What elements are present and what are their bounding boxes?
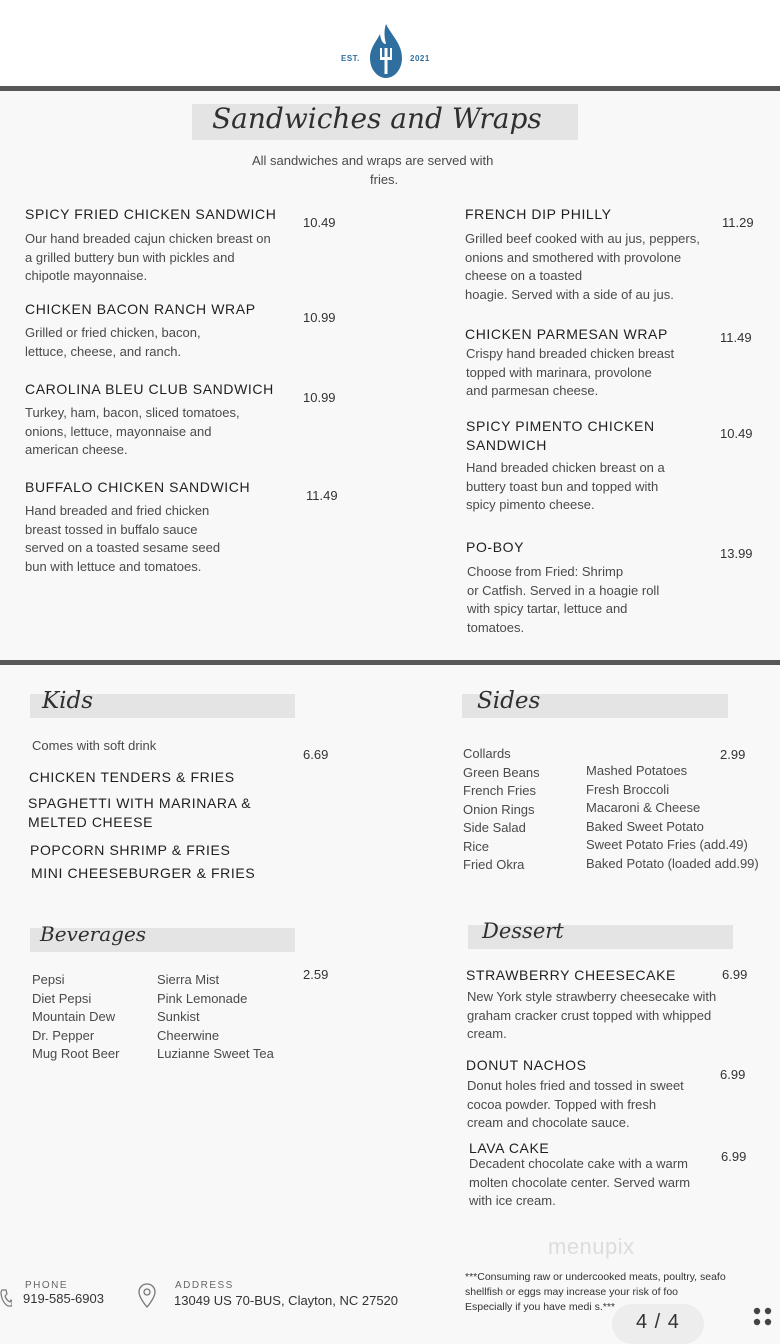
item-chicken-bacon-ranch-price: 10.99 <box>303 310 336 325</box>
item-po-boy-title: PO-BOY <box>466 539 525 555</box>
kids-title: Kids <box>42 688 94 714</box>
beverage-item: Pink Lemonade <box>157 990 248 1006</box>
flame-fork-icon <box>366 22 406 80</box>
item-buffalo-chicken-price: 11.49 <box>306 488 338 503</box>
grid-menu-icon[interactable] <box>746 1300 780 1331</box>
dessert-cheesecake-title: STRAWBERRY CHEESECAKE <box>466 967 676 983</box>
item-buffalo-chicken-desc: Hand breaded and fried chicken breast tossed in buffalo sauce served on a toasted sesame seed bun with lettuce and tomatoes. <box>25 503 221 574</box>
side-item: Onion Rings <box>463 801 535 817</box>
item-carolina-bleu-price: 10.99 <box>303 390 336 405</box>
logo-year-label: 2021 <box>410 54 430 63</box>
side-item: Baked Potato (loaded add.99) <box>586 855 759 871</box>
beverage-item: Pepsi <box>32 972 65 987</box>
dessert-lava-cake-price: 6.99 <box>721 1149 747 1164</box>
dessert-donut-nachos-price: 6.99 <box>720 1067 746 1082</box>
item-buffalo-chicken-title: BUFFALO CHICKEN SANDWICH <box>25 479 251 495</box>
side-item: Sweet Potato Fries (add.49) <box>586 837 748 852</box>
menupix-watermark: menupix <box>548 1234 635 1259</box>
item-chicken-bacon-ranch-desc: Grilled or fried chicken, bacon, lettuce, cheese, and ranch. <box>25 325 201 359</box>
sandwiches-intro-1: All sandwiches and wraps are served with <box>252 153 494 168</box>
beverage-item: Sunkist <box>157 1009 200 1024</box>
address-label: ADDRESS <box>175 1280 234 1291</box>
item-chicken-bacon-ranch-title: CHICKEN BACON RANCH WRAP <box>25 301 256 317</box>
top-divider <box>0 86 780 91</box>
beverage-item: Diet Pepsi <box>32 990 92 1006</box>
side-item: Mashed Potatoes <box>586 763 688 778</box>
item-spicy-fried-chicken-title: SPICY FRIED CHICKEN SANDWICH <box>25 206 277 222</box>
sandwiches-title: Sandwiches and Wraps <box>212 102 542 135</box>
item-spicy-fried-chicken-desc: Our hand breaded cajun chicken breast on a grilled buttery bun with pickles and chipotle mayonnaise. <box>25 231 271 283</box>
dessert-title: Dessert <box>482 919 564 943</box>
side-item: French Fries <box>463 783 536 798</box>
sides-price: 2.99 <box>720 747 746 762</box>
beverage-item: Luzianne Sweet Tea <box>157 1046 274 1061</box>
page-indicator-text: 4 / 4 <box>636 1311 680 1333</box>
item-spicy-pimento-desc: Hand breaded chicken breast on a buttery toast bun and topped with spicy pimento cheese. <box>466 460 665 512</box>
beverage-item: Sierra Mist <box>157 972 220 987</box>
item-french-dip-desc: Grilled beef cooked with au jus, peppers, onions and smothered with provolone cheese on a toasted hoagie. Served with a side of au jus. <box>465 231 700 302</box>
sides-list-col1 <box>463 745 540 875</box>
beverages-list-col2 <box>157 971 274 1064</box>
item-po-boy-desc: Choose from Fried: Shrimp or Catfish. Served in a hoagie roll with spicy tartar, lettuce and tomatoes. <box>467 564 660 635</box>
kids-note: Comes with soft drink <box>32 738 157 753</box>
logo <box>338 22 438 82</box>
item-carolina-bleu-desc: Turkey, ham, bacon, sliced tomatoes, onions, lettuce, mayonnaise and american cheese. <box>25 405 240 457</box>
item-spicy-fried-chicken-price: 10.49 <box>303 215 336 230</box>
kids-item-tenders: CHICKEN TENDERS & FRIES <box>29 769 235 785</box>
phone-label: PHONE <box>25 1280 69 1291</box>
beverage-item: Dr. Pepper <box>32 1027 95 1043</box>
item-po-boy-price: 13.99 <box>720 546 753 561</box>
dessert-donut-nachos-desc: Donut holes fried and tossed in sweet cocoa powder. Topped with fresh cream and chocolate sauce. <box>467 1078 684 1130</box>
sides-list-col2 <box>586 762 759 873</box>
kids-price: 6.69 <box>303 747 329 762</box>
item-french-dip-title: FRENCH DIP PHILLY <box>465 206 612 222</box>
middle-divider <box>0 660 780 665</box>
beverages-title: Beverages <box>40 922 147 946</box>
side-item: Collards <box>463 746 511 761</box>
sides-title: Sides <box>477 688 541 714</box>
side-item: Rice <box>463 838 490 854</box>
item-spicy-pimento-title-2: SANDWICH <box>466 437 548 453</box>
beverage-item: Mountain Dew <box>32 1009 116 1024</box>
item-spicy-pimento-title-1: SPICY PIMENTO CHICKEN <box>466 418 655 434</box>
item-spicy-pimento-price: 10.49 <box>720 426 753 441</box>
address-text[interactable]: 13049 US 70-BUS, Clayton, NC 27520 <box>174 1293 399 1308</box>
side-item: Baked Sweet Potato <box>586 818 704 834</box>
dessert-cheesecake-desc: New York style strawberry cheesecake with graham cracker crust topped with whipped cream. <box>467 989 717 1041</box>
item-chicken-parmesan-desc: Crispy hand breaded chicken breast topped with marinara, provolone and parmesan cheese. <box>466 346 675 398</box>
dessert-lava-cake-title: LAVA CAKE <box>469 1140 550 1156</box>
dessert-donut-nachos-title: DONUT NACHOS <box>466 1057 587 1073</box>
beverages-list-col1 <box>32 971 119 1064</box>
item-carolina-bleu-title: CAROLINA BLEU CLUB SANDWICH <box>25 381 274 397</box>
logo-est-label: EST. <box>341 54 360 63</box>
dessert-cheesecake-price: 6.99 <box>722 967 748 982</box>
phone-number[interactable]: 919-585-6903 <box>23 1291 104 1306</box>
kids-item-spaghetti-2: MELTED CHEESE <box>28 814 154 830</box>
beverages-price: 2.59 <box>303 967 329 982</box>
dessert-lava-cake-desc: Decadent chocolate cake with a warm molten chocolate center. Served warm with ice cream. <box>469 1156 691 1208</box>
beverage-item: Mug Root Beer <box>32 1046 120 1061</box>
side-item: Side Salad <box>463 820 526 835</box>
kids-item-popcorn-shrimp: POPCORN SHRIMP & FRIES <box>30 842 231 858</box>
side-item: Green Beans <box>463 764 540 780</box>
sandwiches-intro-2: fries. <box>370 172 399 187</box>
side-item: Fried Okra <box>463 857 525 872</box>
kids-item-spaghetti-1: SPAGHETTI WITH MARINARA & <box>28 795 252 811</box>
kids-item-cheeseburger: MINI CHEESEBURGER & FRIES <box>31 865 256 881</box>
beverage-item: Cheerwine <box>157 1027 220 1043</box>
location-pin-icon <box>137 1283 157 1309</box>
side-item: Fresh Broccoli <box>586 781 670 797</box>
consumer-advisory: ***Consuming raw or undercooked meats, poultry, seafo shellfish or eggs may increase your risk of foo Especially if you have medi s.*** <box>465 1271 726 1313</box>
item-french-dip-price: 11.29 <box>722 215 754 230</box>
item-chicken-parmesan-title: CHICKEN PARMESAN WRAP <box>465 326 668 342</box>
side-item: Macaroni & Cheese <box>586 800 701 815</box>
item-chicken-parmesan-price: 11.49 <box>720 330 752 345</box>
phone-icon <box>0 1288 12 1308</box>
